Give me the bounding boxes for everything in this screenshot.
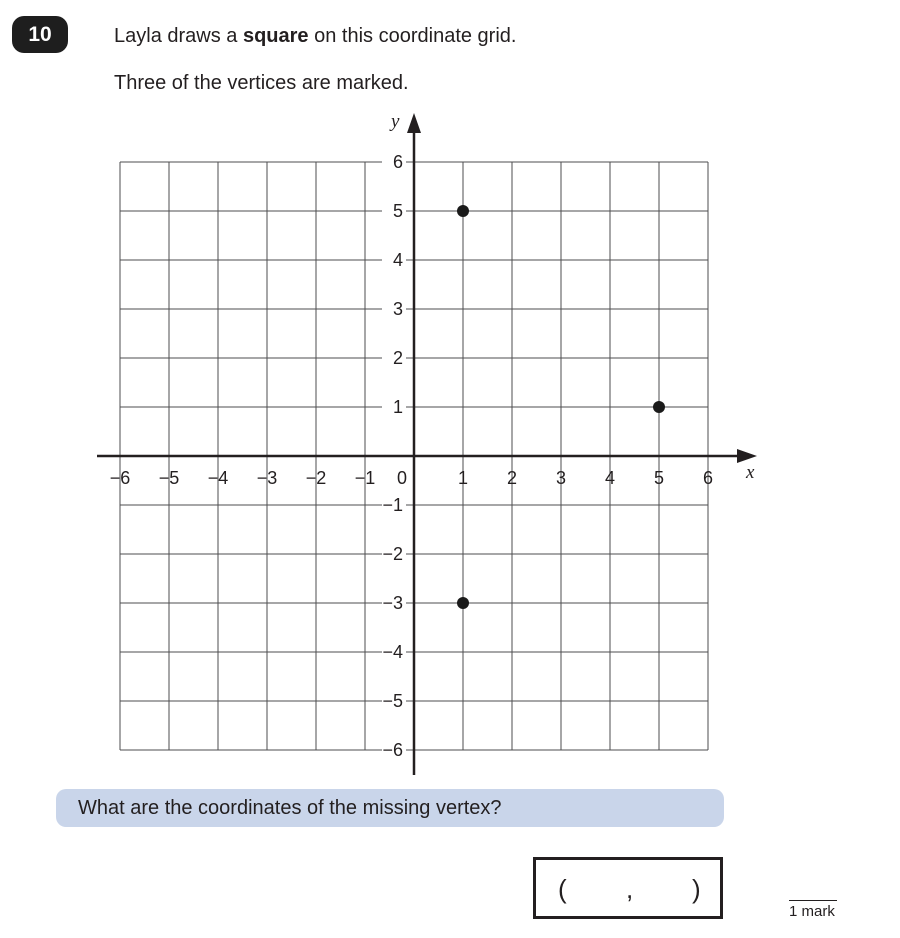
y-tick-label: −3	[382, 593, 403, 613]
x-tick-label: −3	[256, 468, 278, 488]
y-tick-label: −1	[382, 495, 403, 515]
y-tick-label: −4	[382, 642, 403, 662]
y-tick-label: 1	[392, 397, 403, 417]
x-tick-label: 5	[653, 468, 665, 488]
x-tick-label: 0	[396, 468, 408, 488]
y-tick-label: −2	[382, 544, 403, 564]
x-tick-label: −6	[109, 468, 131, 488]
answer-box[interactable]	[533, 857, 723, 919]
y-tick-label: 2	[392, 348, 403, 368]
x-tick-label: 4	[604, 468, 616, 488]
question-subtext: Three of the vertices are marked.	[114, 72, 409, 94]
question-text-end: on this coordinate grid.	[308, 25, 517, 47]
answer-comma: ,	[626, 874, 634, 904]
vertex-point	[457, 597, 469, 609]
question-text-start: Layla draws a	[114, 25, 243, 47]
y-axis-arrow	[407, 113, 421, 133]
x-axis-label: x	[746, 462, 755, 483]
x-tick-label: 3	[555, 468, 567, 488]
x-tick-label: 2	[506, 468, 518, 488]
y-tick-label: −5	[382, 691, 403, 711]
x-tick-label: −4	[207, 468, 229, 488]
answer-close-paren: )	[692, 874, 701, 904]
mark-rule	[789, 900, 837, 901]
answer-open-paren: (	[558, 874, 567, 904]
y-tick-label: 5	[392, 201, 403, 221]
question-number: 10	[12, 16, 68, 53]
y-tick-label: 6	[392, 152, 403, 172]
x-tick-label: 6	[702, 468, 714, 488]
x-tick-label: −1	[354, 468, 376, 488]
x-tick-label: −2	[305, 468, 327, 488]
question-prompt: What are the coordinates of the missing vertex?	[56, 789, 724, 827]
x-axis-arrow	[737, 449, 757, 463]
y-tick-label: 3	[392, 299, 403, 319]
mark-allocation: 1 mark	[789, 903, 835, 920]
x-tick-label: −5	[158, 468, 180, 488]
y-tick-label: 4	[392, 250, 403, 270]
x-tick-label: 1	[457, 468, 469, 488]
vertex-point	[653, 401, 665, 413]
vertex-point	[457, 205, 469, 217]
question-text-bold: square	[242, 25, 309, 47]
y-tick-label: −6	[382, 740, 403, 760]
y-axis-label: y	[391, 111, 400, 132]
